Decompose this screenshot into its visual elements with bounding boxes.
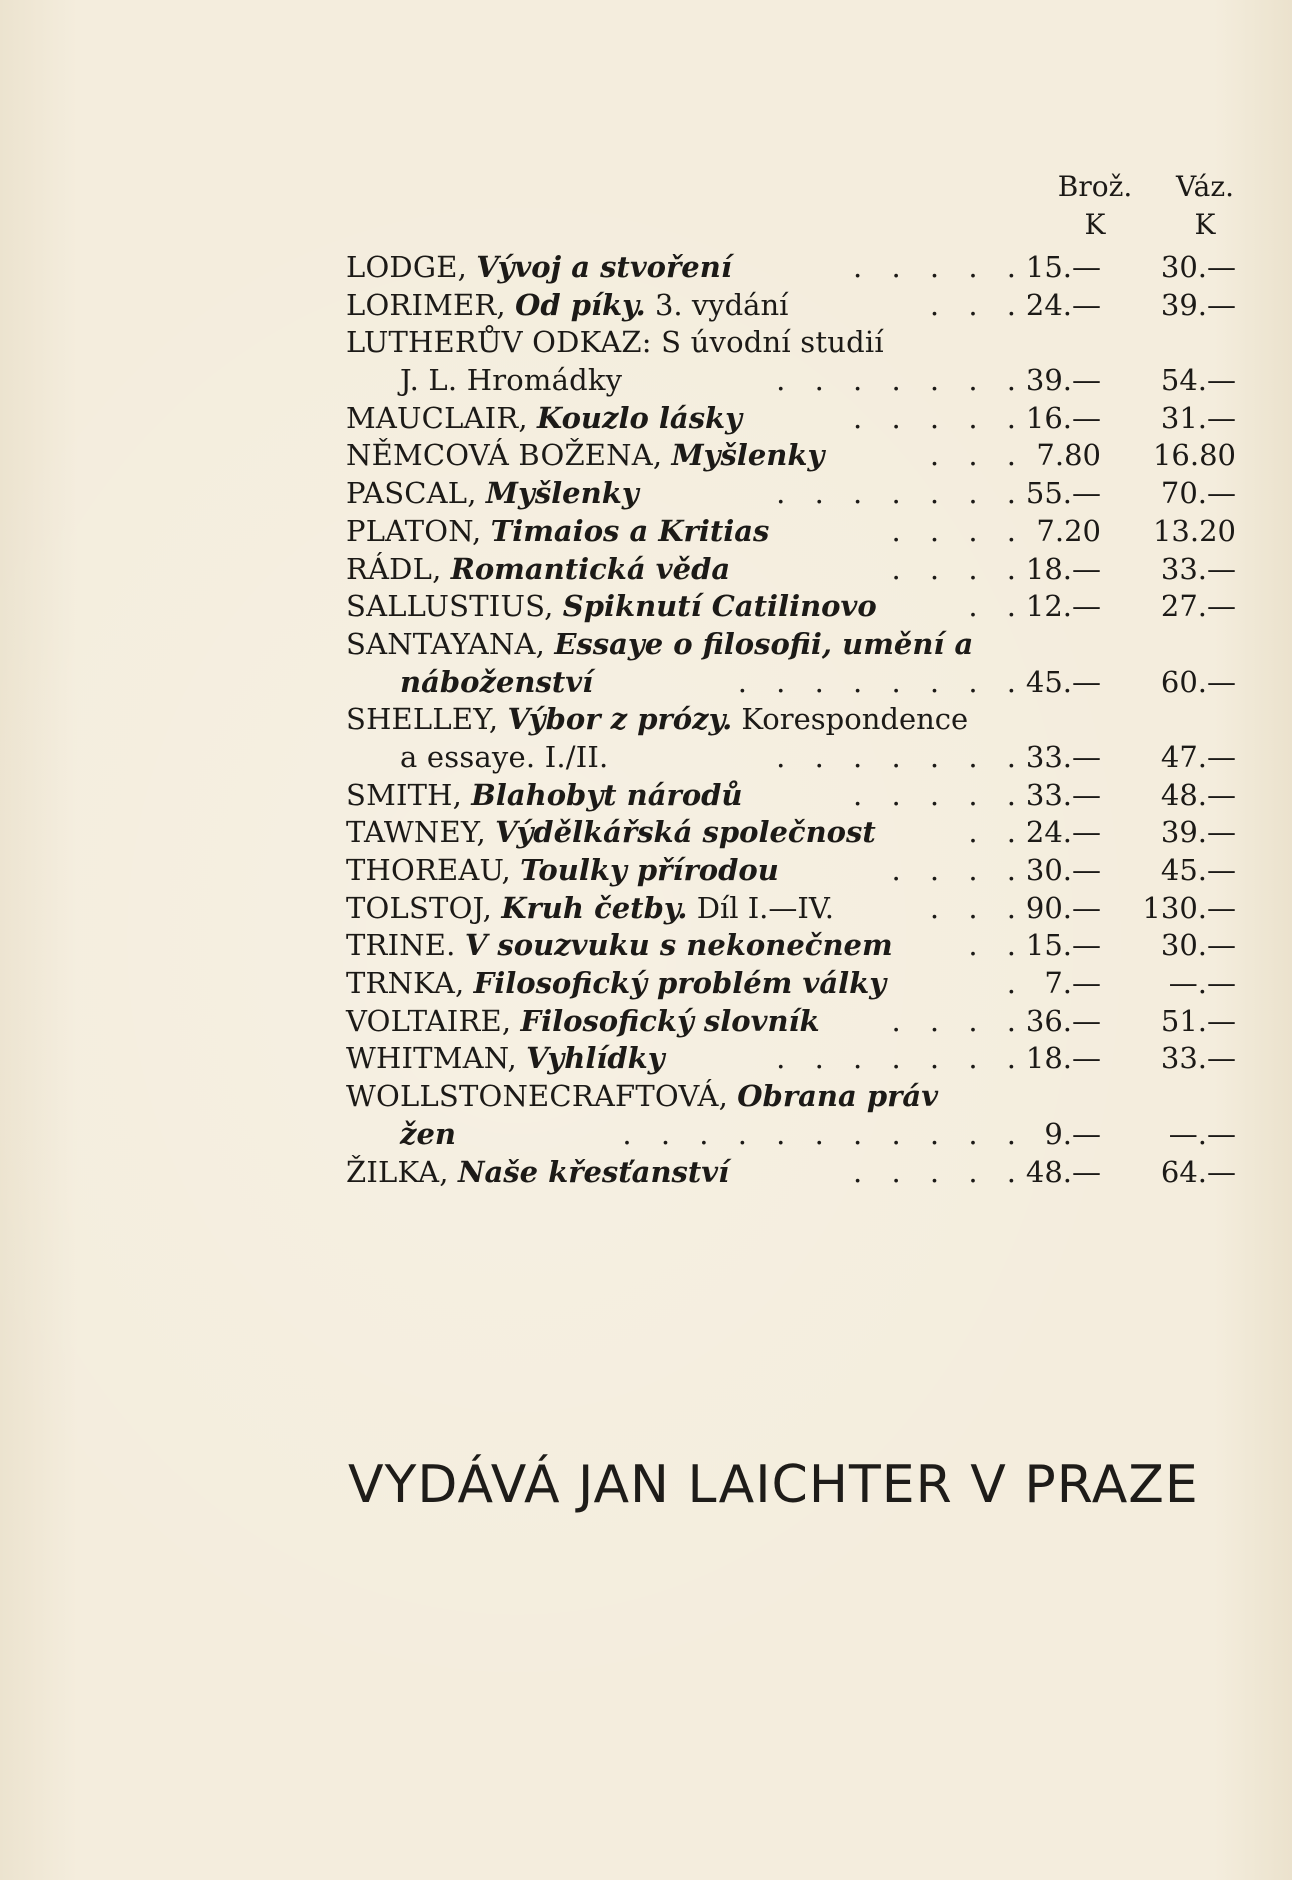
entry-title: Výdělkářská společnost <box>495 815 876 850</box>
price-brozovane: 45.— <box>1025 664 1101 699</box>
price-vazane: 54.— <box>1160 363 1236 398</box>
price-brozovane: 12.— <box>1025 589 1101 624</box>
list-item <box>346 588 1246 626</box>
price-brozovane: 90.— <box>1025 890 1101 925</box>
list-item <box>346 1078 1246 1116</box>
entry-title: náboženství <box>400 664 594 699</box>
entry-text <box>346 1078 938 1116</box>
brozovane-label: Brož. <box>1057 170 1133 203</box>
book-price-list <box>346 249 1246 1191</box>
price-brozovane: 33.— <box>1025 739 1101 774</box>
entry-title: Myšlenky <box>671 438 825 473</box>
entry-author: TOLSTOJ, <box>346 890 493 925</box>
entry-title: Romantická věda <box>450 551 731 586</box>
entry-text <box>346 1040 665 1078</box>
list-item <box>346 814 1246 852</box>
vazane-currency: K <box>1194 208 1216 241</box>
list-item <box>346 362 1246 400</box>
entry-title: žen <box>400 1116 457 1151</box>
list-item <box>346 965 1246 1003</box>
list-item <box>346 701 1246 739</box>
price-vazane: 60.— <box>1160 664 1236 699</box>
entry-text <box>400 1116 456 1154</box>
leader-dots: . . . <box>929 890 1026 925</box>
list-item <box>346 249 1246 287</box>
entry-extra: 3. vydání <box>654 287 789 322</box>
price-brozovane: 24.— <box>1025 287 1101 322</box>
price-vazane: 16.80 <box>1152 438 1236 473</box>
entry-title: Timaios a Kritias <box>490 513 770 548</box>
entry-author: THOREAU, <box>346 853 511 887</box>
entry-text <box>346 777 743 815</box>
price-brozovane: 7.20 <box>1036 513 1101 548</box>
leader-dots: . . . . . . . . <box>737 664 1026 699</box>
entry-author: NĚMCOVÁ BOŽENA, <box>346 438 663 473</box>
price-brozovane: 48.— <box>1025 1154 1101 1189</box>
entry-title: Filosofický slovník <box>520 1003 820 1038</box>
list-item <box>346 1154 1246 1192</box>
leader-dots: . . . . . <box>853 250 1026 284</box>
price-brozovane: 18.— <box>1025 551 1101 586</box>
entry-title: V souzvuku s nekonečnem <box>464 928 893 963</box>
entry-title: Vyhlídky <box>526 1041 665 1076</box>
entry-text <box>346 701 968 739</box>
price-vazane: 39.— <box>1160 815 1236 850</box>
leader-dots: . <box>1006 966 1026 1001</box>
price-vazane: 30.— <box>1160 250 1236 284</box>
vazane-label: Váz. <box>1176 170 1234 203</box>
entry-extra: Díl I.—IV. <box>696 890 834 925</box>
leader-dots: . . . . . . . <box>776 363 1026 398</box>
list-item <box>346 1116 1246 1154</box>
price-vazane: —.— <box>1168 966 1236 1001</box>
list-item <box>346 551 1246 589</box>
entry-title: Naše křesťanství <box>457 1154 730 1189</box>
entry-title: Výbor z prózy. <box>507 702 733 737</box>
entry-author: PASCAL, <box>346 476 477 511</box>
leader-dots: . . . . . <box>853 400 1026 435</box>
price-vazane: 39.— <box>1160 287 1236 322</box>
entry-author: SALLUSTIUS, <box>346 589 554 624</box>
entry-author: LORIMER, <box>346 287 506 322</box>
entry-author: RÁDL, <box>346 551 442 586</box>
entry-author: TRNKA, <box>346 966 465 1001</box>
entry-author: a essaye. I./II. <box>400 739 609 774</box>
price-brozovane: 16.— <box>1025 400 1101 435</box>
entry-text <box>346 475 639 513</box>
entry-text <box>346 400 742 438</box>
leader-dots: . . . . . . . <box>776 1041 1026 1076</box>
entry-author: VOLTAIRE, <box>346 1003 512 1038</box>
leader-dots: . . . . <box>891 551 1026 586</box>
entry-title: Essaye o filosofii, umění a <box>554 626 974 661</box>
entry-text <box>400 739 608 777</box>
entry-title: Myšlenky <box>485 476 639 511</box>
entry-title: Spiknutí Catilinovo <box>562 589 877 624</box>
price-brozovane: 39.— <box>1025 363 1101 398</box>
entry-author: WHITMAN, <box>346 1041 517 1076</box>
leader-dots: . . <box>968 815 1026 850</box>
leader-dots: . . <box>968 589 1026 624</box>
leader-dots: . . . . <box>891 853 1026 887</box>
entry-text <box>400 362 622 400</box>
entry-title: Toulky přírodou <box>520 853 779 887</box>
entry-author: MAUCLAIR, <box>346 400 528 435</box>
price-brozovane: 7.— <box>1044 966 1101 1001</box>
price-brozovane: 33.— <box>1025 777 1101 812</box>
list-item <box>346 324 1246 362</box>
brozovane-column-header <box>1040 168 1150 244</box>
entry-text <box>346 1154 729 1192</box>
entry-title: Blahobyt národů <box>471 777 743 812</box>
leader-dots: . . . . <box>891 513 1026 548</box>
entry-text <box>346 437 824 475</box>
list-item <box>346 777 1246 815</box>
entry-author: LODGE, <box>346 250 468 284</box>
entry-extra: Korespondence <box>741 702 969 737</box>
entry-text <box>346 814 876 852</box>
entry-title: Obrana práv <box>737 1079 939 1114</box>
list-item <box>346 400 1246 438</box>
list-item <box>346 927 1246 965</box>
list-item <box>346 626 1246 664</box>
leader-dots: . . . <box>929 438 1026 473</box>
price-vazane: —.— <box>1168 1116 1236 1151</box>
leader-dots: . . . . . <box>853 777 1026 812</box>
entry-title: Kouzlo lásky <box>537 400 742 435</box>
price-brozovane: 7.80 <box>1036 438 1101 473</box>
price-vazane: 45.— <box>1160 853 1236 887</box>
entry-title: Filosofický problém války <box>473 966 887 1001</box>
price-vazane: 64.— <box>1160 1154 1236 1189</box>
entry-author: SANTAYANA, <box>346 626 546 661</box>
price-brozovane: 9.— <box>1044 1116 1101 1151</box>
price-vazane: 70.— <box>1160 476 1236 511</box>
entry-text <box>346 551 730 589</box>
list-item <box>346 890 1246 928</box>
publisher-imprint: VYDÁVÁ JAN LAICHTER V PRAZE <box>348 1455 1199 1515</box>
leader-dots: . . <box>968 928 1026 963</box>
list-item <box>346 852 1246 890</box>
price-vazane: 51.— <box>1160 1003 1236 1038</box>
entry-text <box>346 626 973 664</box>
entry-text <box>400 664 593 702</box>
entry-text <box>346 852 779 890</box>
list-item <box>346 1003 1246 1041</box>
price-vazane: 130.— <box>1142 890 1236 925</box>
entry-text <box>346 324 884 362</box>
list-item <box>346 475 1246 513</box>
list-item <box>346 513 1246 551</box>
entry-text <box>346 890 834 928</box>
price-brozovane: 24.— <box>1025 815 1101 850</box>
price-vazane: 47.— <box>1160 739 1236 774</box>
entry-author: TRINE. <box>346 928 456 963</box>
leader-dots: . . . . <box>891 1003 1026 1038</box>
entry-title: Od píky. <box>515 287 646 322</box>
entry-text <box>346 249 732 287</box>
list-item <box>346 1040 1246 1078</box>
entry-author: J. L. Hromádky <box>400 363 623 398</box>
entry-text <box>346 927 893 965</box>
price-vazane: 33.— <box>1160 551 1236 586</box>
price-brozovane: 36.— <box>1025 1003 1101 1038</box>
entry-text <box>346 588 877 626</box>
entry-author: LUTHERŮV ODKAZ: S úvodní studií <box>346 325 884 360</box>
brozovane-currency: K <box>1084 208 1106 241</box>
leader-dots: . . . . . . . <box>776 739 1026 774</box>
price-vazane: 30.— <box>1160 928 1236 963</box>
price-brozovane: 15.— <box>1025 928 1101 963</box>
leader-dots: . . . <box>929 287 1026 322</box>
leader-dots: . . . . . <box>853 1154 1026 1189</box>
list-item <box>346 739 1246 777</box>
price-brozovane: 15.— <box>1025 250 1101 284</box>
entry-title: Kruh četby. <box>501 890 688 925</box>
entry-author: SHELLEY, <box>346 702 499 737</box>
entry-text <box>346 513 769 551</box>
entry-author: PLATON, <box>346 513 482 548</box>
entry-author: ŽILKA, <box>346 1154 449 1189</box>
price-vazane: 33.— <box>1160 1041 1236 1076</box>
list-item <box>346 287 1246 325</box>
vazane-column-header <box>1150 168 1260 244</box>
price-vazane: 31.— <box>1160 400 1236 435</box>
entry-text <box>346 1003 820 1041</box>
entry-title: Vývoj a stvoření <box>476 250 732 284</box>
entry-author: TAWNEY, <box>346 815 486 850</box>
price-vazane: 48.— <box>1160 777 1236 812</box>
entry-text <box>346 287 788 325</box>
price-vazane: 13.20 <box>1152 513 1236 548</box>
leader-dots: . . . . . . . . . . . <box>622 1116 1026 1151</box>
list-item <box>346 437 1246 475</box>
price-vazane: 27.— <box>1160 589 1236 624</box>
leader-dots: . . . . . . . <box>776 476 1026 511</box>
price-brozovane: 18.— <box>1025 1041 1101 1076</box>
entry-author: SMITH, <box>346 777 463 812</box>
entry-author: WOLLSTONECRAFTOVÁ, <box>346 1079 729 1114</box>
entry-text <box>346 965 886 1003</box>
price-brozovane: 30.— <box>1025 853 1101 887</box>
list-item <box>346 664 1246 702</box>
price-brozovane: 55.— <box>1025 476 1101 511</box>
